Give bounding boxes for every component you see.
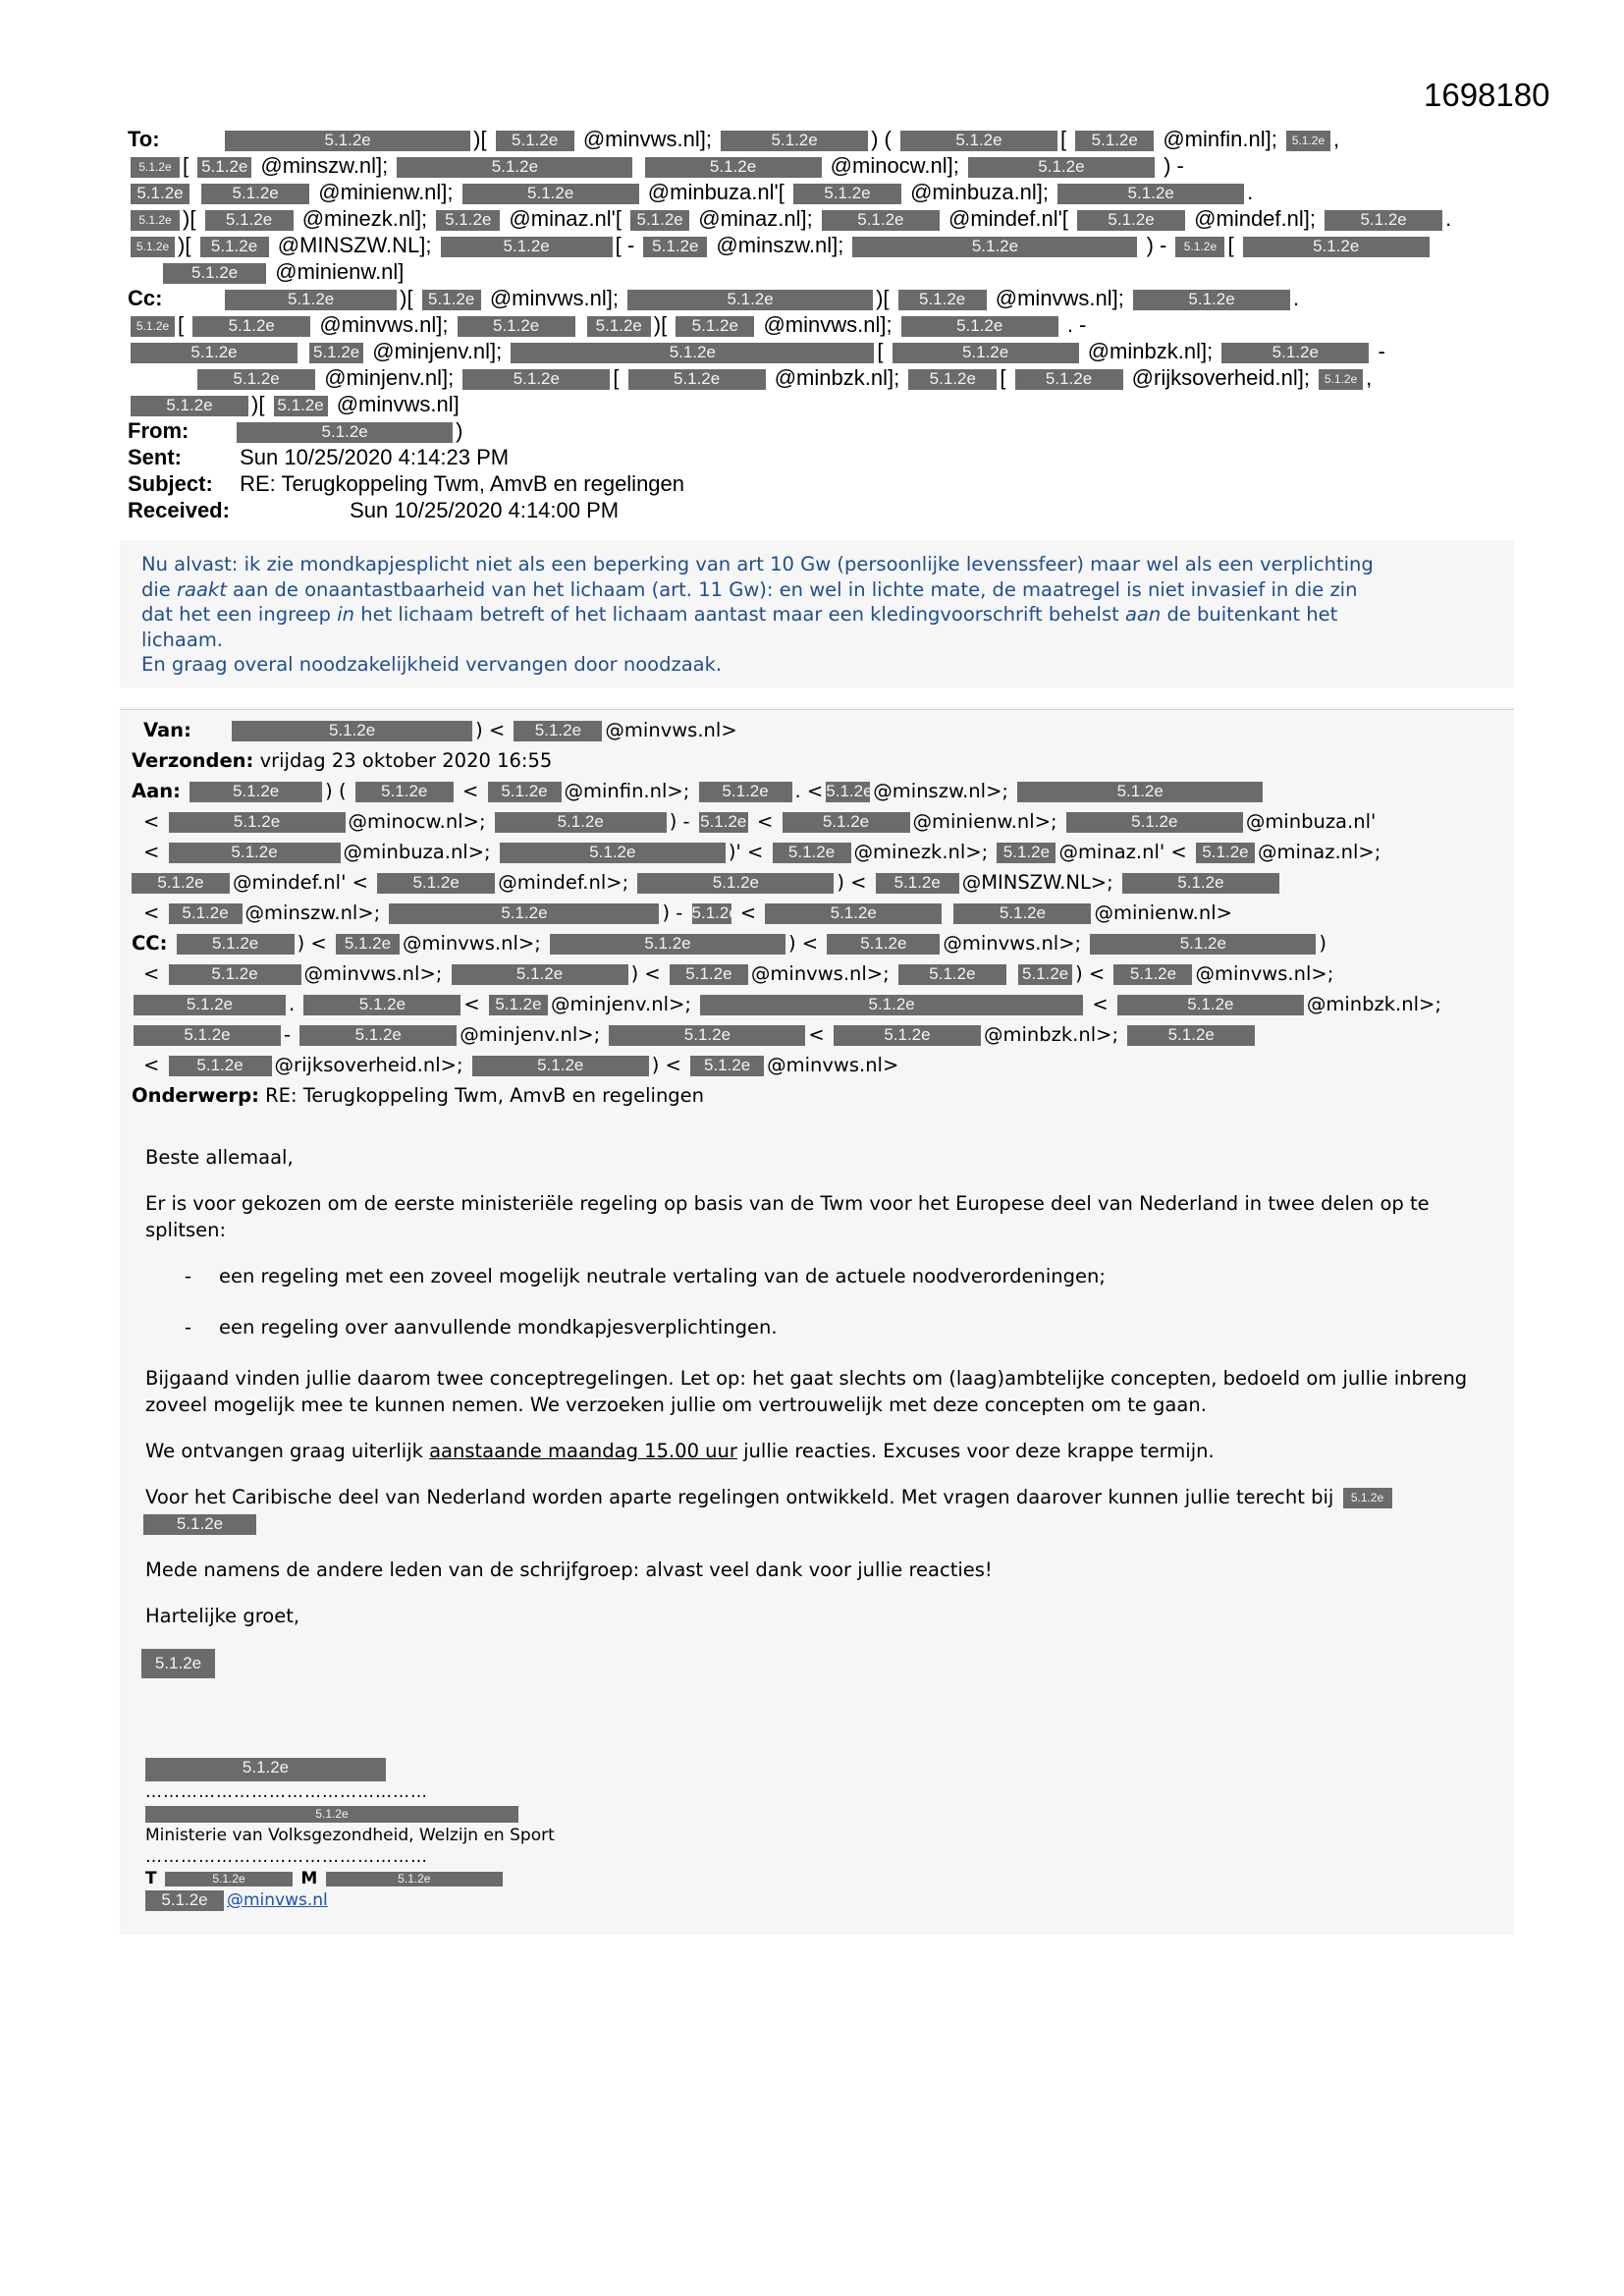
to-label: To: (128, 127, 160, 151)
email-domain: @minvws.nl]; (319, 312, 449, 337)
redaction: 5.1.2e (309, 343, 363, 363)
redaction: 5.1.2e (131, 237, 175, 257)
forwarded-header (132, 715, 1506, 1111)
redaction: 5.1.2e (691, 903, 738, 922)
email-domain: @minaz.nl>; (1257, 841, 1381, 863)
redaction: 5.1.2e (876, 873, 959, 894)
email-domain: @minfin.nl>; (564, 780, 690, 802)
note-line: En graag overal noodzakelijkheid vervangen door noodzaak. (141, 653, 723, 676)
from-label: From: (128, 418, 189, 443)
redaction: 5.1.2e (326, 1872, 503, 1886)
email-domain: @minbuza.nl'[ (647, 180, 785, 204)
redaction: 5.1.2e (1286, 131, 1330, 151)
cc-line-5: < 5.1.2e @rijksoverheid.nl>; 5.1.2e ) < 5.1.2e @minvws.nl> (143, 1054, 899, 1076)
redaction: 5.1.2e (169, 812, 346, 833)
redaction: 5.1.2e (131, 343, 298, 363)
email-domain: @minaz.nl'[ (509, 206, 622, 231)
list-item: - een regeling over aanvullende mondkapjesverplichtingen. (185, 1314, 1500, 1340)
redaction: 5.1.2e (452, 964, 628, 985)
redaction: 5.1.2e (177, 934, 295, 955)
redaction: 5.1.2e (1057, 184, 1244, 204)
redaction: 5.1.2e (898, 290, 987, 310)
redaction: 5.1.2e (700, 995, 1083, 1015)
email-domain: @mindef.nl]; (1194, 206, 1316, 231)
email-domain: @minezk.nl>; (853, 841, 989, 863)
note-line: die raakt aan de onaantastbaarheid van het lichaam (art. 11 Gw): en wel in lichte mate, de maatregel is niet invasief in die zin (141, 577, 1358, 601)
email-domain: @minjenv.nl]; (324, 365, 455, 390)
email-domain: @minvws.nl] (336, 392, 460, 416)
signature (145, 1758, 833, 1911)
subject-label: Subject: (128, 471, 213, 496)
redaction: 5.1.2e (134, 995, 286, 1015)
aan-line-3: < 5.1.2e @minbuza.nl>; 5.1.2e )' < 5.1.2e @minezk.nl>; 5.1.2e @minaz.nl' < 5.1.2e @minaz.nl>; (143, 841, 1381, 863)
email-domain: @minienw.nl]; (318, 180, 454, 204)
redaction: 5.1.2e (1075, 131, 1154, 151)
cc-line-1: Cc: 5.1.2e )[ 5.1.2e @minvws.nl]; 5.1.2e )[ 5.1.2e @minvws.nl]; 5.1.2e . (128, 286, 1300, 310)
email-domain: @minvws.nl>; (943, 932, 1082, 955)
redaction: 5.1.2e (169, 903, 243, 924)
redaction: 5.1.2e (197, 369, 315, 390)
onderwerp-value: RE: Terugkoppeling Twm, AmvB en regelingen (265, 1084, 705, 1107)
paragraph: Mede namens de andere leden van de schrijfgroep: alvast veel dank voor jullie reacties! (145, 1558, 993, 1581)
redaction: 5.1.2e (1243, 237, 1430, 257)
redaction: 5.1.2e (145, 1806, 518, 1823)
redaction: 5.1.2e (645, 157, 822, 178)
redaction: 5.1.2e (141, 1649, 215, 1678)
received-label: Received: (128, 498, 230, 522)
redaction: 5.1.2e (670, 964, 748, 985)
redaction: 5.1.2e (488, 782, 562, 802)
redaction: 5.1.2e (1117, 995, 1304, 1015)
email-domain: @minaz.nl' (1058, 841, 1165, 863)
cc-line-3: 5.1.2e 5.1.2e @minjenv.nl]; 5.1.2e [ 5.1.2e @minbzk.nl]; 5.1.2e - (128, 338, 1502, 364)
redaction: 5.1.2e (1319, 369, 1363, 390)
redaction: 5.1.2e (1133, 290, 1290, 310)
aan-line-2: < 5.1.2e @minocw.nl>; 5.1.2e ) - 5.1.2e < 5.1.2e @minienw.nl>; 5.1.2e @minbuza.nl' (143, 810, 1377, 833)
received-value: Sun 10/25/2020 4:14:00 PM (350, 498, 620, 522)
redaction: 5.1.2e (274, 396, 328, 416)
redaction: 5.1.2e (134, 1025, 281, 1046)
ministry-name: Ministerie van Volksgezondheid, Welzijn en Sport (145, 1826, 555, 1845)
redaction: 5.1.2e (131, 157, 180, 178)
redaction: 5.1.2e (514, 721, 602, 741)
redaction: 5.1.2e (189, 782, 322, 802)
email-domain: @minszw.nl]; (260, 153, 389, 178)
to-line-2: 5.1.2e [ 5.1.2e @minszw.nl]; 5.1.2e 5.1.2e @minocw.nl]; 5.1.2e ) - (128, 152, 1502, 179)
email-domain: @minfin.nl]; (1163, 127, 1277, 151)
email-domain: @minocw.nl>; (348, 810, 486, 833)
separator: ) - (1164, 153, 1184, 178)
redaction: 5.1.2e (1015, 369, 1123, 390)
email-domain: @minbzk.nl>; (983, 1023, 1119, 1046)
separator: ) - (1146, 233, 1167, 257)
redaction: 5.1.2e (773, 843, 851, 863)
redaction: 5.1.2e (225, 290, 397, 310)
redaction: 5.1.2e (336, 934, 400, 955)
note-line: lichaam. (141, 628, 224, 651)
divider-dots: ………………………………………… (145, 1782, 428, 1802)
redaction: 5.1.2e (1196, 843, 1255, 863)
redaction: 5.1.2e (1018, 964, 1072, 985)
redaction: 5.1.2e (1017, 782, 1263, 802)
forwarded-message (120, 707, 1514, 1935)
divider-dots: ………………………………………… (145, 1847, 428, 1867)
greeting: Beste allemaal, (145, 1146, 294, 1169)
cc-line-3: 5.1.2e . 5.1.2e < 5.1.2e @minjenv.nl>; 5.1.2e < 5.1.2e @minbzk.nl>; (132, 989, 1506, 1019)
redaction: 5.1.2e (550, 934, 785, 955)
redaction: 5.1.2e (225, 131, 470, 151)
redaction: 5.1.2e (131, 210, 180, 231)
redaction: 5.1.2e (1343, 1488, 1392, 1508)
redaction: 5.1.2e (132, 873, 230, 894)
aan-label: Aan: (132, 780, 181, 802)
redaction: 5.1.2e (627, 290, 873, 310)
email-domain: @minszw.nl>; (244, 902, 381, 924)
redaction: 5.1.2e (676, 316, 754, 337)
redaction: 5.1.2e (765, 903, 942, 924)
email-domain: @minvws.nl]; (489, 286, 619, 310)
to-line-4: 5.1.2e )[ 5.1.2e @minezk.nl]; 5.1.2e @minaz.nl'[ 5.1.2e @minaz.nl]; 5.1.2e @mindef.nl'[ 5.1.2e @mindef.nl]; 5.1.2e . (128, 205, 1502, 232)
email-domain: @minszw.nl>; (873, 780, 1008, 802)
list-item: - een regeling met een zoveel mogelijk neutrale vertaling van de actuele noodverordeningen; (185, 1263, 1500, 1289)
redaction: 5.1.2e (472, 1056, 649, 1076)
redaction: 5.1.2e (637, 873, 834, 894)
redaction: 5.1.2e (826, 782, 873, 800)
email-domain: @minbzk.nl]; (1087, 339, 1214, 363)
redaction: 5.1.2e (822, 210, 940, 231)
email-domain: @MINSZW.NL]; (277, 233, 432, 257)
email-domain: @minienw.nl] (275, 259, 405, 284)
redaction: 5.1.2e (893, 343, 1079, 363)
redaction: 5.1.2e (700, 812, 747, 831)
subject-line (128, 470, 1502, 497)
email-domain: @mindef.nl>; (498, 871, 629, 894)
email-domain: @minvws.nl]; (582, 127, 712, 151)
redaction: 5.1.2e (1077, 210, 1185, 231)
redaction: 5.1.2e (630, 210, 689, 231)
van-label: Van: (143, 719, 191, 741)
email-domain: @minvws.nl]; (763, 312, 893, 337)
redaction: 5.1.2e (783, 812, 910, 833)
received-line (128, 497, 1502, 523)
cc-line-1: CC: 5.1.2e ) < 5.1.2e @minvws.nl>; 5.1.2e ) < 5.1.2e @minvws.nl>; 5.1.2e ) (132, 932, 1326, 955)
email-domain: @minbuza.nl]; (910, 180, 1050, 204)
to-line-3: 5.1.2e 5.1.2e @minienw.nl]; 5.1.2e @minbuza.nl'[ 5.1.2e @minbuza.nl]; 5.1.2e . (128, 179, 1502, 205)
paragraph: Bijgaand vinden jullie daarom twee conceptregelingen. Let op: het gaat slechts om (laag)ambtelijke concepten, bedoeld om jullie inbreng zoveel mogelijk mee te kunnen nemen. We verzoeken jullie om vertrouwelijk met deze concepten om te gaan. (145, 1367, 1468, 1416)
cc-label: CC: (132, 932, 168, 955)
redaction: 5.1.2e (834, 1025, 981, 1046)
verzonden-value: vrijdag 23 oktober 2020 16:55 (259, 749, 553, 772)
redaction: 5.1.2e (458, 316, 575, 337)
redaction: 5.1.2e (169, 843, 341, 863)
redaction: 5.1.2e (1221, 343, 1369, 363)
cc-label: Cc: (128, 286, 163, 310)
redaction: 5.1.2e (511, 343, 874, 363)
email-domain: @minszw.nl]; (716, 233, 844, 257)
divider (120, 709, 1514, 710)
note-line: Nu alvast: ik zie mondkapjesplicht niet als een beperking van art 10 Gw (persoonlijke levenssfeer) maar wel als een verplichting (141, 553, 1374, 575)
redaction: 5.1.2e (355, 782, 454, 802)
paragraph: Voor het Caribische deel van Nederland worden aparte regelingen ontwikkeld. Met vragen daarover kunnen jullie terecht bij 5.1.2e 5.1.2e (145, 1484, 1500, 1537)
redaction: 5.1.2e (205, 210, 294, 231)
redaction: 5.1.2e (145, 1890, 224, 1911)
redaction: 5.1.2e (169, 1056, 272, 1076)
redaction: 5.1.2e (397, 157, 632, 178)
onderwerp-label: Onderwerp: (132, 1084, 259, 1107)
redaction: 5.1.2e (131, 184, 189, 204)
redaction: 5.1.2e (131, 316, 175, 337)
cc-line-2: < 5.1.2e @minvws.nl>; 5.1.2e ) < 5.1.2e @minvws.nl>; 5.1.2e 5.1.2e ) < 5.1.2e @minvws.nl>; (143, 962, 1334, 985)
redaction: 5.1.2e (793, 184, 901, 204)
redaction: 5.1.2e (299, 1025, 457, 1046)
redaction: 5.1.2e (587, 316, 651, 337)
email-domain: @rijksoverheid.nl>; (274, 1054, 463, 1076)
email-domain: @minbzk.nl>; (1306, 993, 1441, 1015)
redaction: 5.1.2e (953, 903, 1091, 924)
subject-value: RE: Terugkoppeling Twm, AmvB en regelingen (240, 471, 685, 496)
redaction: 5.1.2e (200, 237, 269, 257)
from-line: From: 5.1.2e ) (128, 418, 463, 443)
redaction: 5.1.2e (968, 157, 1155, 178)
email-line (145, 1889, 833, 1911)
onderwerp-line (132, 1080, 1506, 1111)
redaction: 5.1.2e (1325, 210, 1442, 231)
cc-line-2: 5.1.2e [ 5.1.2e @minvws.nl]; 5.1.2e 5.1.2e )[ 5.1.2e @minvws.nl]; 5.1.2e . - (128, 311, 1502, 338)
document-id: 1698180 (1424, 77, 1550, 113)
redaction: 5.1.2e (900, 131, 1057, 151)
message-body (145, 1144, 1500, 1698)
closing: Hartelijke groet, (145, 1605, 300, 1627)
redaction: 5.1.2e (643, 237, 707, 257)
redaction: 5.1.2e (232, 721, 472, 741)
redaction: 5.1.2e (1127, 1025, 1255, 1046)
email-domain: @minbuza.nl' (1245, 810, 1377, 833)
phone-line: T 5.1.2e M 5.1.2e (145, 1868, 833, 1889)
email-domain: @minocw.nl]; (830, 153, 959, 178)
email-domain: @minvws.nl> (605, 719, 737, 741)
email-domain: @MINSZW.NL>; (961, 871, 1113, 894)
redaction: 5.1.2e (1122, 873, 1279, 894)
redaction: 5.1.2e (628, 369, 766, 390)
bullet-list (145, 1263, 1500, 1340)
redaction: 5.1.2e (143, 1514, 256, 1535)
redaction: 5.1.2e (721, 131, 868, 151)
email-link[interactable]: @minvws.nl (227, 1890, 328, 1910)
redaction: 5.1.2e (165, 1872, 293, 1886)
note-line: dat het een ingreep in het lichaam betreft of het lichaam aantast maar een kledingvoorschrift behelst aan de buitenkant het (141, 603, 1338, 626)
email-domain: @minienw.nl>; (912, 810, 1057, 833)
redaction: 5.1.2e (192, 316, 310, 337)
redaction: 5.1.2e (201, 184, 309, 204)
sender-initials (145, 1649, 1500, 1678)
redaction: 5.1.2e (908, 369, 997, 390)
to-line-6 (128, 258, 1502, 285)
email-domain: @minvws.nl]; (995, 286, 1124, 310)
sent-line (128, 444, 1502, 470)
cc-line-4: 5.1.2e - 5.1.2e @minjenv.nl>; 5.1.2e < 5.1.2e @minbzk.nl>; 5.1.2e (132, 1019, 1506, 1050)
reply-note (120, 540, 1514, 687)
email-domain: @minienw.nl> (1094, 902, 1232, 924)
paragraph: Er is voor gekozen om de eerste ministeriële regeling op basis van de Twm voor het Europese deel van Nederland in twee delen op te splitsen: (145, 1192, 1430, 1241)
redaction: 5.1.2e (495, 812, 667, 833)
email-domain: @minvws.nl>; (1195, 962, 1334, 985)
redaction: 5.1.2e (389, 903, 659, 924)
aan-line-4: 5.1.2e @mindef.nl' < 5.1.2e @mindef.nl>; 5.1.2e ) < 5.1.2e @MINSZW.NL>; 5.1.2e (132, 867, 1506, 898)
redaction: 5.1.2e (377, 873, 495, 894)
redaction: 5.1.2e (163, 263, 266, 284)
email-domain: @minaz.nl]; (698, 206, 813, 231)
email-domain: @minvws.nl>; (750, 962, 890, 985)
separator: - (1378, 339, 1385, 363)
email-domain: @minjenv.nl]; (372, 339, 503, 363)
redaction: 5.1.2e (901, 316, 1058, 337)
email-domain: @mindef.nl' (233, 871, 347, 894)
redaction: 5.1.2e (422, 290, 481, 310)
verzonden-line (132, 745, 1506, 776)
verzonden-label: Verzonden: (132, 749, 254, 772)
sent-label: Sent: (128, 445, 182, 469)
redaction: 5.1.2e (1175, 237, 1224, 257)
redaction: 5.1.2e (489, 995, 548, 1015)
redaction: 5.1.2e (898, 964, 1006, 985)
aan-line-5: < 5.1.2e @minszw.nl>; 5.1.2e ) - 5.1.2e < 5.1.2e 5.1.2e @minienw.nl> (143, 902, 1232, 924)
aan-line-1: Aan: 5.1.2e ) ( 5.1.2e < 5.1.2e @minfin.nl>; 5.1.2e . < 5.1.2e@minszw.nl>; 5.1.2e (132, 776, 1506, 806)
email-domain: @minbuza.nl>; (343, 841, 491, 863)
email-domain: @minvws.nl> (767, 1054, 899, 1076)
redaction: 5.1.2e (496, 131, 574, 151)
redaction: 5.1.2e (441, 237, 613, 257)
redaction: 5.1.2e (1090, 934, 1316, 955)
redaction: 5.1.2e (131, 396, 248, 416)
redaction: 5.1.2e (827, 934, 940, 955)
cc-line-5: 5.1.2e )[ 5.1.2e @minvws.nl] (128, 391, 1502, 417)
cc-line-4: 5.1.2e @minjenv.nl]; 5.1.2e [ 5.1.2e @minbzk.nl]; 5.1.2e [ 5.1.2e @rijksoverheid.nl]; 5.1.2e , (128, 364, 1502, 391)
redaction: 5.1.2e (145, 1758, 386, 1781)
email-domain: @minjenv.nl>; (550, 993, 691, 1015)
to-line-1: To: 5.1.2e )[ 5.1.2e @minvws.nl]; 5.1.2e ) ( 5.1.2e [ 5.1.2e @minfin.nl]; 5.1.2e , (128, 127, 1340, 151)
redaction: 5.1.2e (690, 1056, 764, 1076)
redaction: 5.1.2e (436, 210, 500, 231)
email-header (128, 126, 1502, 523)
deadline: aanstaande maandag 15.00 uur (429, 1440, 737, 1462)
redaction: 5.1.2e (237, 422, 453, 443)
redaction: 5.1.2e (303, 995, 460, 1015)
redaction: 5.1.2e (997, 843, 1056, 863)
separator: . - (1066, 312, 1087, 337)
email-domain: @rijksoverheid.nl]; (1131, 365, 1310, 390)
email-domain: @minvws.nl>; (303, 962, 443, 985)
email-domain: @mindef.nl'[ (947, 206, 1068, 231)
redaction: 5.1.2e (462, 369, 610, 390)
redaction: 5.1.2e (1113, 964, 1192, 985)
redaction: 5.1.2e (462, 184, 639, 204)
email-domain: @minjenv.nl>; (460, 1023, 601, 1046)
van-line: Van: 5.1.2e ) < 5.1.2e @minvws.nl> (143, 719, 737, 741)
email-domain: @minezk.nl]; (301, 206, 428, 231)
redaction: 5.1.2e (500, 843, 726, 863)
email-domain: @minvws.nl>; (402, 932, 541, 955)
redaction: 5.1.2e (699, 782, 792, 802)
sent-value: Sun 10/25/2020 4:14:23 PM (240, 445, 510, 469)
redaction: 5.1.2e (609, 1025, 805, 1046)
to-line-5: 5.1.2e )[ 5.1.2e @MINSZW.NL]; 5.1.2e [ - 5.1.2e @minszw.nl]; 5.1.2e ) - 5.1.2e [ 5.1.2e (128, 232, 1502, 258)
redaction: 5.1.2e (852, 237, 1137, 257)
paragraph: We ontvangen graag uiterlijk aanstaande maandag 15.00 uur jullie reacties. Excuses voor deze krappe termijn. (145, 1440, 1215, 1462)
redaction: 5.1.2e (1066, 812, 1243, 833)
redaction: 5.1.2e (169, 964, 301, 985)
redaction: 5.1.2e (197, 157, 251, 178)
email-domain: @minbzk.nl]; (774, 365, 900, 390)
